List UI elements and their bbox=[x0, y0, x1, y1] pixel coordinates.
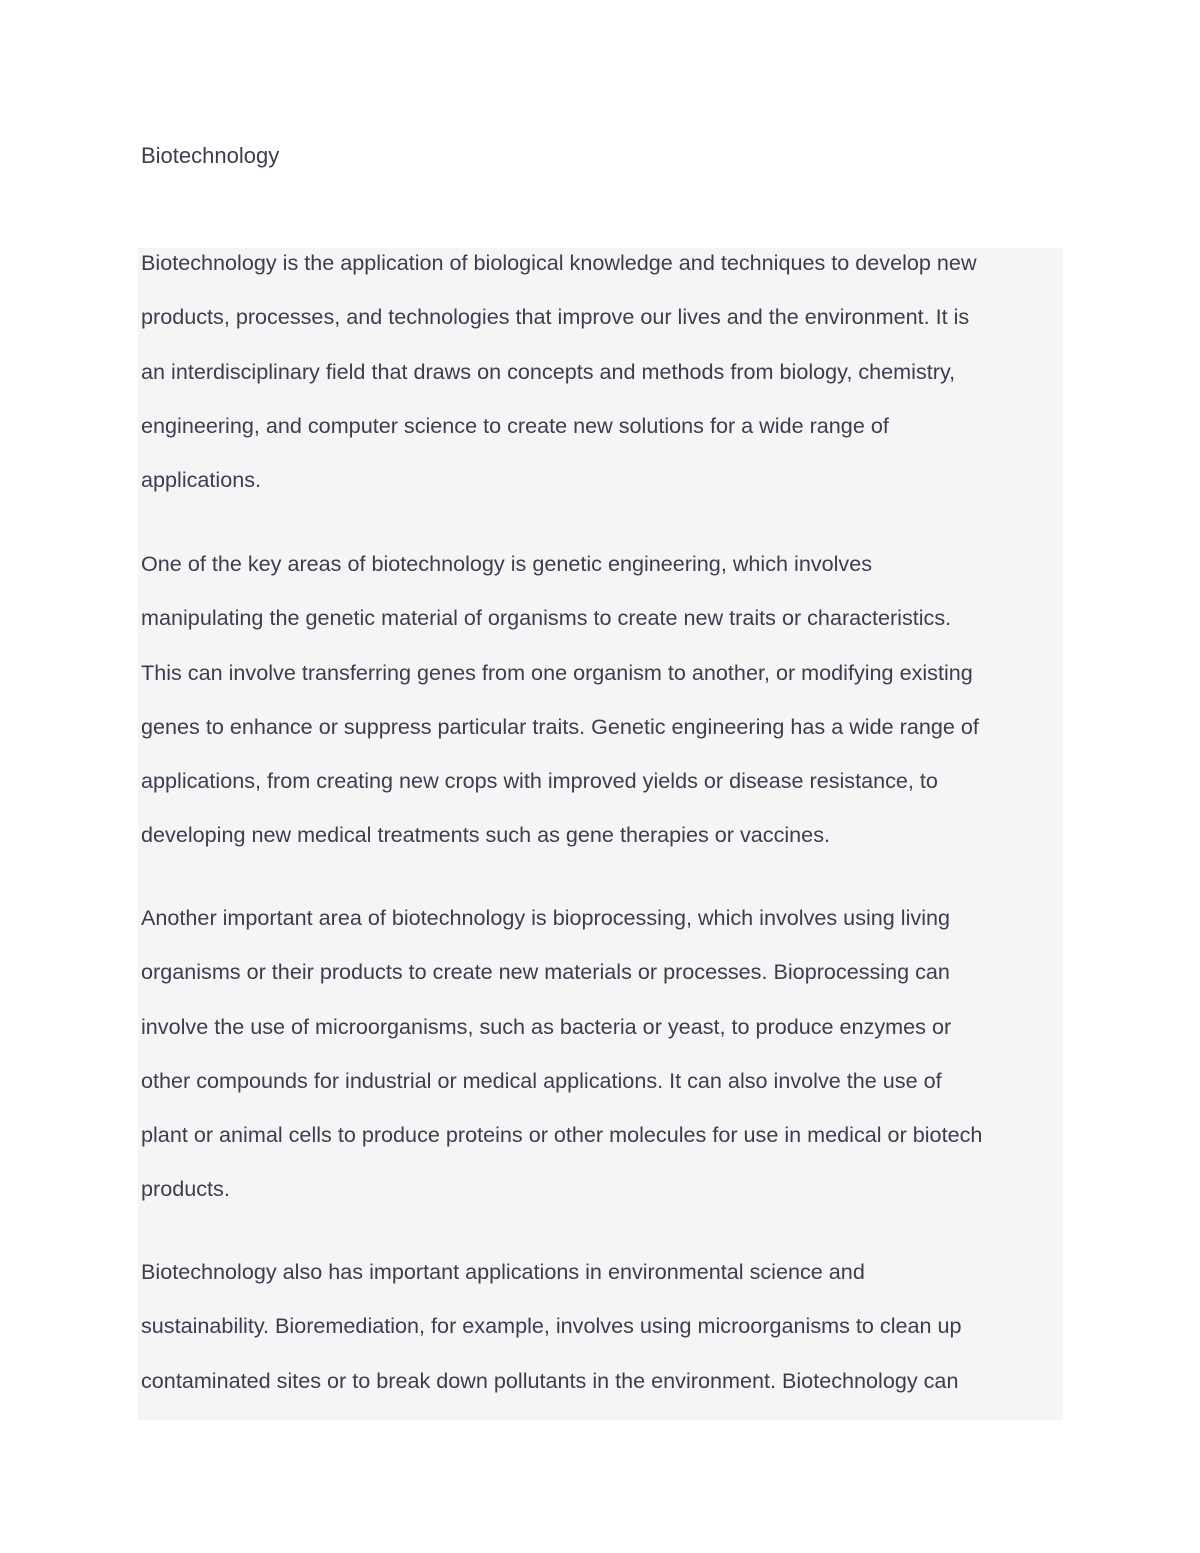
paragraph-1 bbox=[141, 248, 1063, 507]
paragraph-line: Another important area of biotechnology is bioprocessing, which involves using living bbox=[141, 905, 951, 930]
paragraph-line: developing new medical treatments such as gene therapies or vaccines. bbox=[141, 822, 830, 848]
paragraph-line: applications, from creating new crops with improved yields or disease resistance, to bbox=[141, 768, 938, 794]
paragraph-line: genes to enhance or suppress particular traits. Genetic engineering has a wide range of bbox=[141, 713, 979, 739]
paragraph-line: products. bbox=[141, 1176, 230, 1202]
paragraph-line: involve the use of microorganisms, such as bacteria or yeast, to produce enzymes or bbox=[141, 1013, 952, 1039]
paragraph-line: products, processes, and technologies that improve our lives and the environment. It is bbox=[141, 304, 970, 330]
document-title: Biotechnology bbox=[141, 143, 280, 168]
paragraph-line: sustainability. Bioremediation, for example, involves using microorganisms to clean up bbox=[141, 1313, 962, 1339]
paragraph-2 bbox=[141, 537, 1063, 863]
paragraph-line: engineering, and computer science to create new solutions for a wide range of bbox=[141, 412, 889, 438]
document-body bbox=[138, 248, 1063, 1420]
paragraph-line: plant or animal cells to produce proteins or other molecules for use in medical or biotech bbox=[141, 1122, 983, 1148]
paragraph-line: an interdisciplinary field that draws on concepts and methods from biology, chemistry, bbox=[141, 358, 956, 384]
paragraph-4 bbox=[141, 1245, 1063, 1408]
paragraph-line: other compounds for industrial or medical applications. It can also involve the use of bbox=[141, 1067, 942, 1093]
paragraph-line: applications. bbox=[141, 467, 262, 493]
paragraph-line: manipulating the genetic material of organisms to create new traits or characteristics. bbox=[141, 605, 952, 631]
paragraph-line: organisms or their products to create new materials or processes. Bioprocessing can bbox=[141, 959, 950, 985]
paragraph-line: Biotechnology also has important applications in environmental science and bbox=[141, 1259, 865, 1284]
paragraph-line: This can involve transferring genes from one organism to another, or modifying existing bbox=[141, 659, 973, 685]
paragraph-line: One of the key areas of biotechnology is genetic engineering, which involves bbox=[141, 551, 873, 576]
paragraph-line: contaminated sites or to break down pollutants in the environment. Biotechnology can bbox=[141, 1367, 959, 1393]
paragraph-line: Biotechnology is the application of biological knowledge and techniques to develop new bbox=[141, 250, 977, 275]
paragraph-3 bbox=[141, 891, 1063, 1217]
